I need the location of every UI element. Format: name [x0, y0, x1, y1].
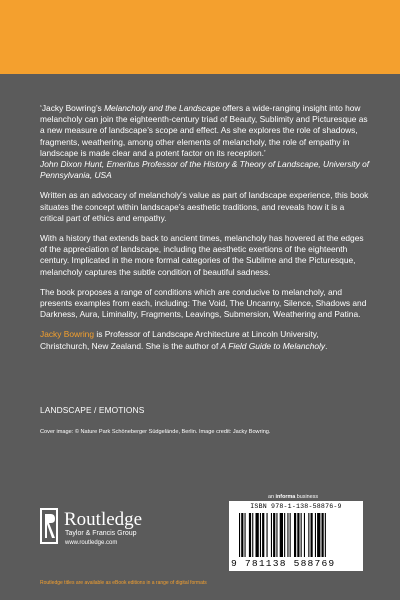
author-bio-end: . [325, 340, 328, 351]
routledge-r-icon [40, 508, 58, 544]
blurb-paragraph-3: The book proposes a range of conditions which are conducive to melancholy, and presents examples from each, including: The Void, The Uncanny, Silence, Shadows and Darkness, Aura, Liminality, Fragments, Leavings, Submersion, Weathering and Patina. [40, 286, 367, 320]
publisher-group: Taylor & Francis Group [65, 530, 137, 537]
author-name: Jacky Bowring [40, 329, 94, 340]
orange-top-band [0, 0, 400, 74]
publisher-url: www.routledge.com [65, 540, 118, 546]
quote-attribution: John Dixon Hunt, Emeritus Professor of the History & Theory of Landscape, University of Pennsylvania, USA [40, 159, 370, 181]
endorsement-quote [40, 103, 370, 181]
blurb-paragraph-2: With a history that extends back to ancient times, melancholy has hovered at the edges of the appreciation of landscape, including the aesthetic exertions of the eighteenth century. Implicated in the more formal categories of the Sublime and the Picturesque, melancholy captures the subtle condition of beautiful sadness. [40, 233, 364, 277]
publisher-logo [40, 508, 190, 554]
quote-text: offers a wide-ranging insight into how melancholy can join the eighteenth-century triad of Beauty, Sublimity and Picturesque as a new measure of landscape’s scope and effect. As she explores the role of shadows, fragments, weathering, among other elements of melancholy, the role of empathy in landscape is made clear and a potent factor on its reception.’ [40, 103, 368, 158]
isbn-barcode [229, 501, 363, 571]
cover-image-credit: Cover image: © Nature Park Schöneberger Südgelände, Berlin. Image credit: Jacky Bowring. [40, 429, 271, 435]
ebook-availability-note: Routledge titles are available as eBook editions in a range of digital formats [40, 580, 207, 586]
informa-brand: informa [275, 494, 296, 500]
informa-suffix: business [295, 494, 319, 500]
quote-book-title: Melancholy and the Landscape [104, 103, 221, 113]
subject-category: LANDSCAPE / EMOTIONS [40, 405, 145, 415]
publisher-name: Routledge [64, 509, 143, 530]
barcode-digits: 9 781138 588769 [231, 558, 336, 569]
blurb-text [40, 103, 370, 361]
informa-business-tag [268, 494, 318, 500]
quote-open: ‘Jacky Bowring’s [40, 103, 105, 113]
author-other-book: A Field Guide to Melancholy [220, 340, 326, 351]
informa-prefix: an [268, 494, 276, 500]
blurb-paragraph-1: Written as an advocacy of melancholy’s value as part of landscape experience, this book situates the concept within landscape’s aesthetic traditions, and reveals how it is a critical part of ethics and empathy. [40, 190, 369, 223]
isbn-number: ISBN 978-1-138-58876-9 [250, 503, 342, 510]
author-bio [40, 329, 370, 351]
barcode-bars [239, 513, 357, 557]
author-bio-text: is Professor of Landscape Architecture at Lincoln University, Christchurch, New Zealand. She is the author of [40, 329, 319, 351]
